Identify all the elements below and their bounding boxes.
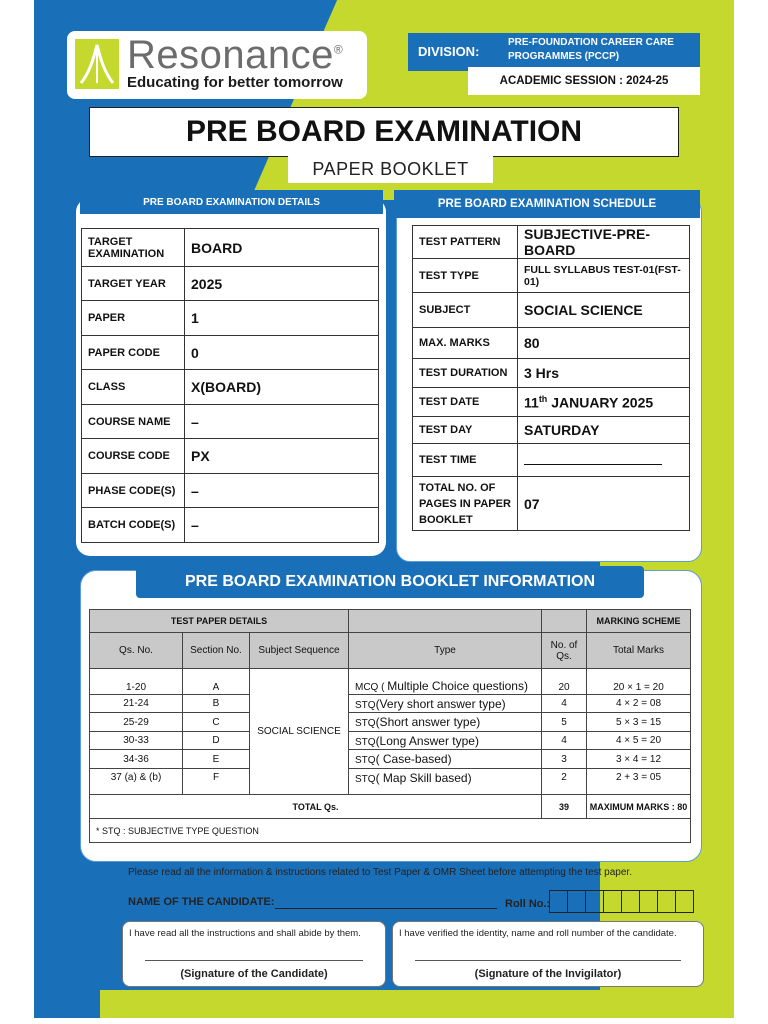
table-row: COURSE CODE PX — [82, 439, 379, 474]
table-row: TEST TIME — [413, 444, 690, 477]
page-subtitle: PAPER BOOKLET — [288, 155, 493, 183]
table-row: 34-36 E STQ( Case-based) 3 3 × 4 = 12 — [90, 750, 691, 769]
instructions-text: Please read all the information & instructions related to Test Paper & OMR Sheet before attempting the test paper. — [128, 867, 632, 878]
brand-logo — [67, 31, 367, 99]
table-row: 25-29 C STQ(Short answer type) 5 5 × 3 = 15 — [90, 713, 691, 732]
invigilator-signature-box[interactable] — [392, 921, 704, 987]
table-footnote-row: * STQ : SUBJECTIVE TYPE QUESTION — [90, 819, 691, 843]
brand-name: Resonance® — [127, 33, 344, 77]
division-label: DIVISION: — [418, 44, 480, 59]
signature-line — [415, 960, 681, 961]
candidate-signature-caption: (Signature of the Candidate) — [180, 968, 328, 980]
booklet-table — [89, 609, 691, 843]
details-header: PRE BOARD EXAMINATION DETAILS — [80, 190, 383, 214]
background-green-footer — [100, 990, 734, 1018]
table-row: CLASS X(BOARD) — [82, 370, 379, 405]
test-date-value: 11th JANUARY 2025 — [518, 388, 690, 417]
roll-digit-box[interactable] — [675, 890, 694, 913]
logo-icon — [75, 39, 119, 89]
roll-digit-box[interactable] — [657, 890, 676, 913]
schedule-header: PRE BOARD EXAMINATION SCHEDULE — [394, 190, 700, 218]
invigilator-declaration: I have verified the identity, name and roll number of the candidate. — [399, 928, 677, 939]
division-value: PRE-FOUNDATION CAREER CARE PROGRAMMES (PCCP) — [508, 37, 674, 62]
table-row: 30-33 D STQ(Long Answer type) 4 4 × 5 = 20 — [90, 732, 691, 750]
table-row: MAX. MARKS 80 — [413, 328, 690, 359]
table-row: TEST TYPE FULL SYLLABUS TEST-01(FST-01) — [413, 259, 690, 293]
test-time-blank — [518, 444, 690, 477]
table-row: PAPER CODE 0 — [82, 336, 379, 370]
signature-line — [145, 960, 363, 961]
candidate-signature-box[interactable] — [122, 921, 386, 987]
table-row: PAPER 1 — [82, 301, 379, 336]
blank-line — [524, 454, 662, 465]
table-row: TEST DAY SATURDAY — [413, 417, 690, 444]
table-row: TARGET EXAMINATION BOARD — [82, 229, 379, 267]
roll-digit-box[interactable] — [585, 890, 604, 913]
table-row: 37 (a) & (b) F STQ( Map Skill based) 2 2 + 3 = 05 — [90, 769, 691, 795]
roll-digit-box[interactable] — [603, 890, 622, 913]
division-box — [408, 33, 700, 71]
roll-digit-box[interactable] — [621, 890, 640, 913]
table-row: TARGET YEAR 2025 — [82, 267, 379, 301]
roll-digit-box[interactable] — [567, 890, 586, 913]
roll-number-boxes[interactable] — [550, 890, 694, 913]
table-row: 1-20 A SOCIAL SCIENCE MCQ ( Multiple Choice questions) 20 20 × 1 = 20 — [90, 669, 691, 695]
academic-session: ACADEMIC SESSION : 2024-25 — [468, 67, 700, 95]
table-total-row: TOTAL Qs. 39 MAXIMUM MARKS : 80 — [90, 795, 691, 819]
table-row: COURSE NAME – — [82, 405, 379, 439]
table-row: PHASE CODE(S) – — [82, 474, 379, 508]
table-row: SUBJECT SOCIAL SCIENCE — [413, 293, 690, 328]
table-row: 21-24 B STQ(Very short answer type) 4 4 × 2 = 08 — [90, 695, 691, 713]
table-row: TEST PATTERN SUBJECTIVE-PRE-BOARD — [413, 226, 690, 259]
roll-number-label: Roll No.: — [505, 898, 551, 910]
candidate-declaration: I have read all the instructions and shall abide by them. — [129, 928, 361, 939]
table-row: TOTAL NO. OF PAGES IN PAPER BOOKLET 07 — [413, 477, 690, 531]
details-table — [81, 228, 379, 543]
page-title: PRE BOARD EXAMINATION — [89, 107, 679, 157]
roll-digit-box[interactable] — [639, 890, 658, 913]
table-header-row: Qs. No. Section No. Subject Sequence Type No. of Qs. Total Marks — [90, 633, 691, 669]
table-row: TEST DURATION 3 Hrs — [413, 359, 690, 388]
brand-tagline: Educating for better tomorrow — [127, 74, 343, 91]
table-row: TEST DATE 11th JANUARY 2025 — [413, 388, 690, 417]
roll-digit-box[interactable] — [549, 890, 568, 913]
schedule-table — [412, 225, 690, 531]
booklet-header: PRE BOARD EXAMINATION BOOKLET INFORMATION — [136, 566, 644, 598]
candidate-name-label: NAME OF THE CANDIDATE: — [128, 896, 275, 908]
invigilator-signature-caption: (Signature of the Invigilator) — [474, 968, 622, 980]
candidate-name-field[interactable] — [275, 908, 497, 909]
table-group-header-row: TEST PAPER DETAILS MARKING SCHEME — [90, 610, 691, 633]
table-row: BATCH CODE(S) – — [82, 508, 379, 543]
